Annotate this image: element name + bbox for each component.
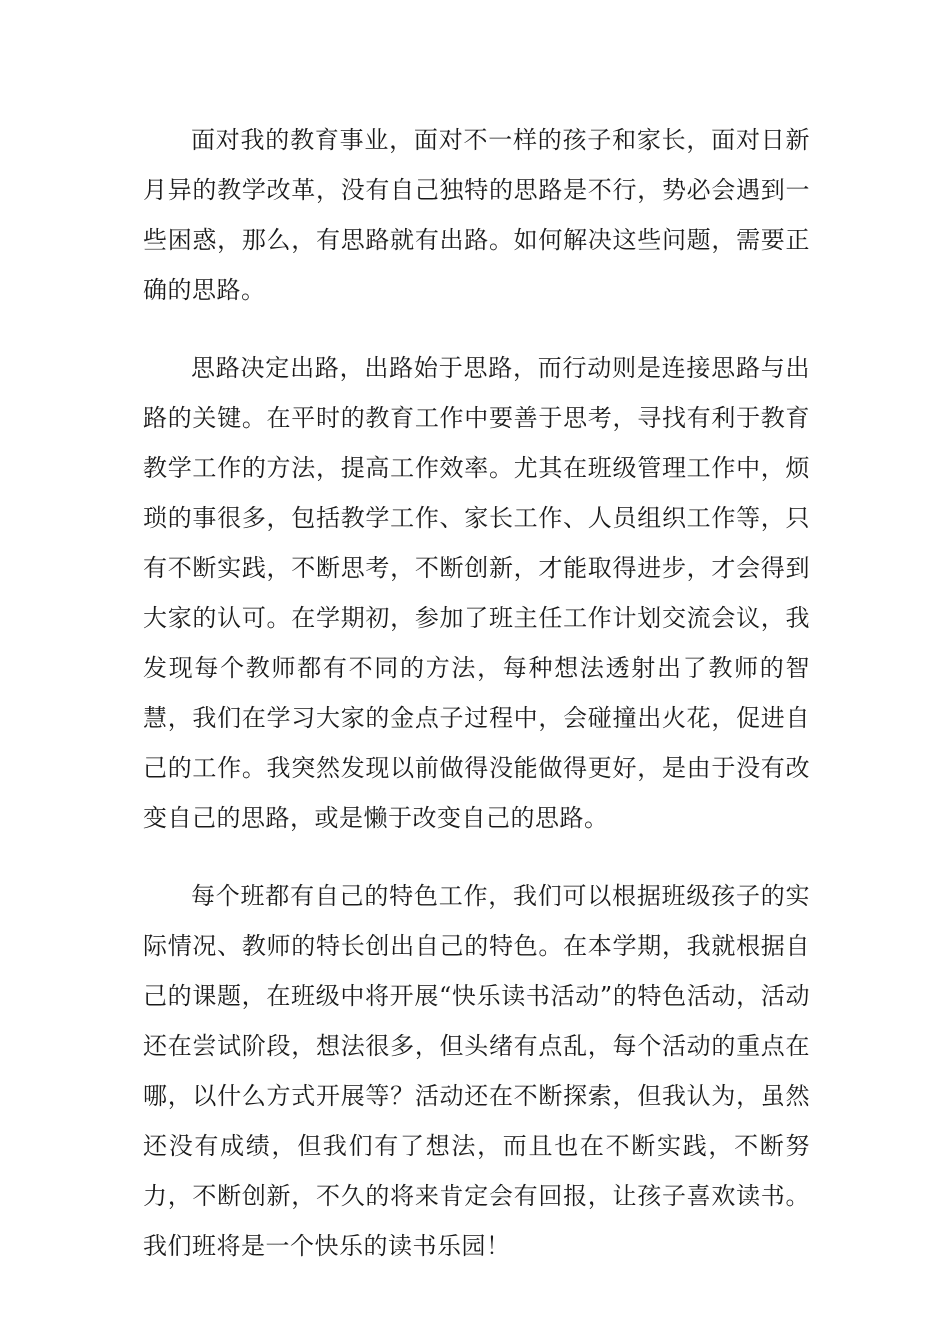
paragraph-1: 面对我的教育事业，面对不一样的孩子和家长，面对日新月异的教学改革，没有自己独特的思路是不行，势必会遇到一些困惑，那么，有思路就有出路。如何解决这些问题，需要正确的思路。 bbox=[143, 126, 810, 304]
document-body bbox=[143, 115, 810, 1299]
paragraph-3: 每个班都有自己的特色工作，我们可以根据班级孩子的实际情况、教师的特长创出自己的特色。在本学期，我就根据自己的课题，在班级中将开展“快乐读书活动”的特色活动，活动还在尝试阶段，想法很多，但头绪有点乱，每个活动的重点在哪，以什么方式开展等？活动还在不断探索，但我认为，虽然还没有成绩，但我们有了想法，而且也在不断实践，不断努力，不断创新，不久的将来肯定会有回报，让孩子喜欢读书。我们班将是一个快乐的读书乐园！ bbox=[143, 882, 810, 1260]
paragraph-2: 思路决定出路，出路始于思路，而行动则是连接思路与出路的关键。在平时的教育工作中要善于思考，寻找有利于教育教学工作的方法，提高工作效率。尤其在班级管理工作中，烦琐的事很多，包括教学工作、家长工作、人员组织工作等，只有不断实践，不断思考，不断创新，才能取得进步，才会得到大家的认可。在学期初，参加了班主任工作计划交流会议，我发现每个教师都有不同的方法，每种想法透射出了教师的智慧，我们在学习大家的金点子过程中，会碰撞出火花，促进自己的工作。我突然发现以前做得没能做得更好，是由于没有改变自己的思路，或是懒于改变自己的思路。 bbox=[143, 354, 810, 832]
